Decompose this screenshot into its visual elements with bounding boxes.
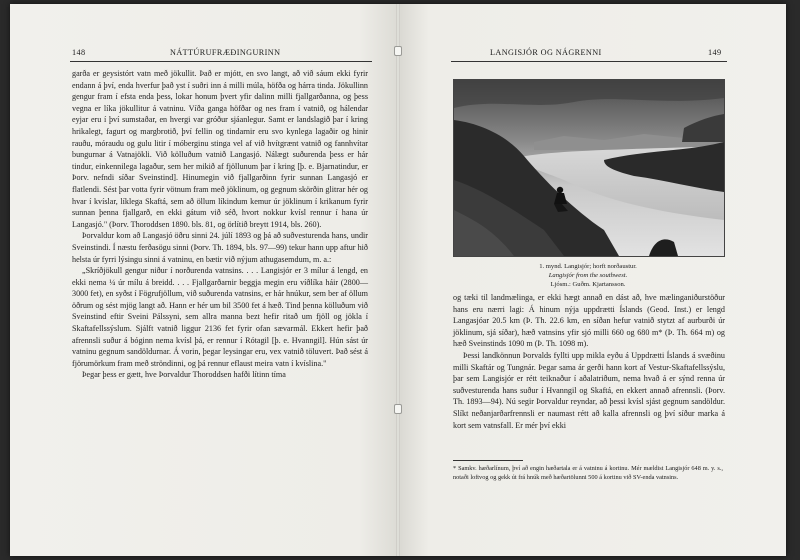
left-page	[10, 4, 398, 556]
left-paragraph-4: Þegar þess er gætt, hve Þorvaldur Thoroddsen hafði lítinn tíma	[82, 370, 286, 380]
caption-line-1: 1. mynd. Langisjór; horft norðaustur.	[539, 263, 637, 270]
caption-line-2: Langisjór from the southwest.	[548, 272, 628, 279]
right-running-head: LANGISJÓR OG NÁGRENNI	[490, 48, 602, 57]
book-gutter	[396, 4, 400, 556]
left-paragraph-2: Þorvaldur kom að Langasjó öðru sinni 24. júlí 1893 og þá að suðvesturenda hans, undir Sveinstindi. Í næstu ferðasögu sinni (Þorv. Th. 1894, bls. 97—99) tekur hann upp aftur hið helsta úr fyrri lýsingu sinni á vatninu, en bætir við nýjum athugasemdum, m. a.:	[72, 231, 368, 264]
right-paragraph-2: Þessi landkönnun Þorvalds fyllti upp mikla eyðu á Uppdrætti Íslands á svæðinu milli Skaftár og Tungnár. Þegar sama ár gerði hann kort af Vestur-Skaftafellssýslu, þar sem Langisjór er rétt teiknaður í aðalatriðum, nema hvað á er sýnd renna úr suðvesturenda hans suður í Hvanngil og Skaftá, en ekkert annað afrennsli. (Þorv. Th. 1893—94). Nú segir Þorvaldur reyndar, að þessi kvísl sjást gegnum sandöldur. Slíkt neðanjarðarfrennsli er naumast rétt að kalla afrennsli og því síður marka á kort sem vatnsfall. Er mér því ekki	[453, 350, 725, 430]
right-header-rule	[451, 61, 727, 62]
right-page	[398, 4, 786, 556]
right-body-text	[453, 292, 725, 431]
left-body-text	[72, 68, 368, 381]
staple-top	[394, 46, 402, 56]
caption-line-3: Ljósm.: Guðm. Kjartansson.	[550, 281, 626, 288]
left-page-number: 148	[72, 48, 86, 57]
footnote: * Samkv. hæðarlínum, því að engin hæðartala er á vatninu á kortinu. Mér mældist Langisjór 648 m. y. s., notaði loftvog og gekk út frá hnúk með hæðartölunni 500 á kortinu við SV-enda vatnsins.	[453, 465, 723, 481]
footnote-rule	[453, 460, 523, 461]
lake-landscape-image	[454, 80, 724, 256]
left-paragraph-1: garða er geysistórt vatn með jökullit. Það er mjótt, en svo langt, að við sáum ekki fyrir endann á því, enda hverfur það yst í suðri inn á milli múla, höfða og hárra tinda. Jökullinn gengur fram í efsta enda þess, lokar honum þvert yfir dalinn milli fjallgarðanna, og þess vegna er líka jökullitur á vatninu. Víða ganga höfðar og nes fram í vatnið, og hálendar eyjar eru í því sumstaðar, en hvergi var gróður sjáanlegur. Samt er landslagið þar í kring hrikalegt, fagurt og margbrotið, því fellin og tindarnir eru svo kynlega lagaðir og hinir rauðu, móraudu og gulu litir í móberginu stinga vel af við hvítgrænt vatnið og fannhvítar bungurnar á Vatnajökli. Við kölluðum vatnið Langasjó. Nálægt suðurenda þess er hár tindur, einkennilega lagaður, sem her mikið af fjöllunum þar í kring [þ. e. Bjarnatindur, er Þorv. nefndi síðar Sveinstind]. Hinumegin við fjallgarðinn fyrir sunnan Langasjó er flatlendi. Sést þar votta fyrir vötnum fram með jöklinum, og gegnum skörðin glitrar hér og hvar í kvíslar, líklega Skaftá, sem að öllum líkindum kemur úr jöklinum í krikanum fyrir sunnan þenna fjallgarð, en ekki gátum við séð, hvort nokkur kvísl rennur í hana úr Langasjó." (Þorv. Thoroddsen 1890. bls. 81, og örlítið breytt 1914, bls. 260).	[72, 69, 368, 229]
lake-photograph	[453, 79, 725, 257]
staple-bottom	[394, 404, 402, 414]
photo-caption	[438, 262, 738, 289]
left-paragraph-3-quote: „Skríðjökull gengur niður í norðurenda vatnsins. . . . Langisjór er 3 mílur á lengd, en ekki nema ¼ úr mílu á breidd. . . . Fjallgarðarnir beggja megin eru víðlíka háir (2800—3000 fet), en syðst í Fögrufjöllum, við suðurenda vatnsins, er hár hnúkur, sem ber af öllum öðrum og sést mjög langt að. Hann er hér um bil 3500 fet á hæð. Tind þenna kölluðum við Sveinstind eftir Sveini Pálssyni, sem allra manna bezt hefir ritað um fjöll og jökla í Skaftafellssýslum. Sjálft vatnið liggur 2136 fet fyrir ofan sævarmál. Ekkert hefir það afrennsli suður á bóginn nema kvísl þá, er rennur í Rótagil [þ. e. Hvanngil]. Hún sást úr vatninu gegnum sandöldurnar. Á vorin, þegar leysingar eru, vex vatnið töluvert. Það sést á fjörumörkum fram með ströndinni, og þá rennur eflaust meira vatn í kvíslina."	[72, 266, 368, 368]
book-spread	[10, 4, 786, 556]
right-paragraph-1: og tæki til landmælinga, er ekki hægt annað en dást að, hve mælinganiðurstöður hans eru nærri lagi: Á hinum nýja uppdrætti Íslands (Geod. Inst.) er lengd Langasjóar 20.5 km (Þ. Th. 22.6 km, en síðan hefur vatnið stytzt af aurburði úr jöklinum, sjá síðar), hæð vatnsins yfir sjó milli 660 og 680 m* (Þ. Th. 664 m) og hæð Sveinstinds 1090 m (Þ. Th. 1098 m).	[453, 293, 725, 349]
left-header-rule	[70, 61, 372, 62]
right-page-number: 149	[708, 48, 722, 57]
left-running-head: NÁTTÚRUFRÆÐINGURINN	[170, 48, 281, 57]
